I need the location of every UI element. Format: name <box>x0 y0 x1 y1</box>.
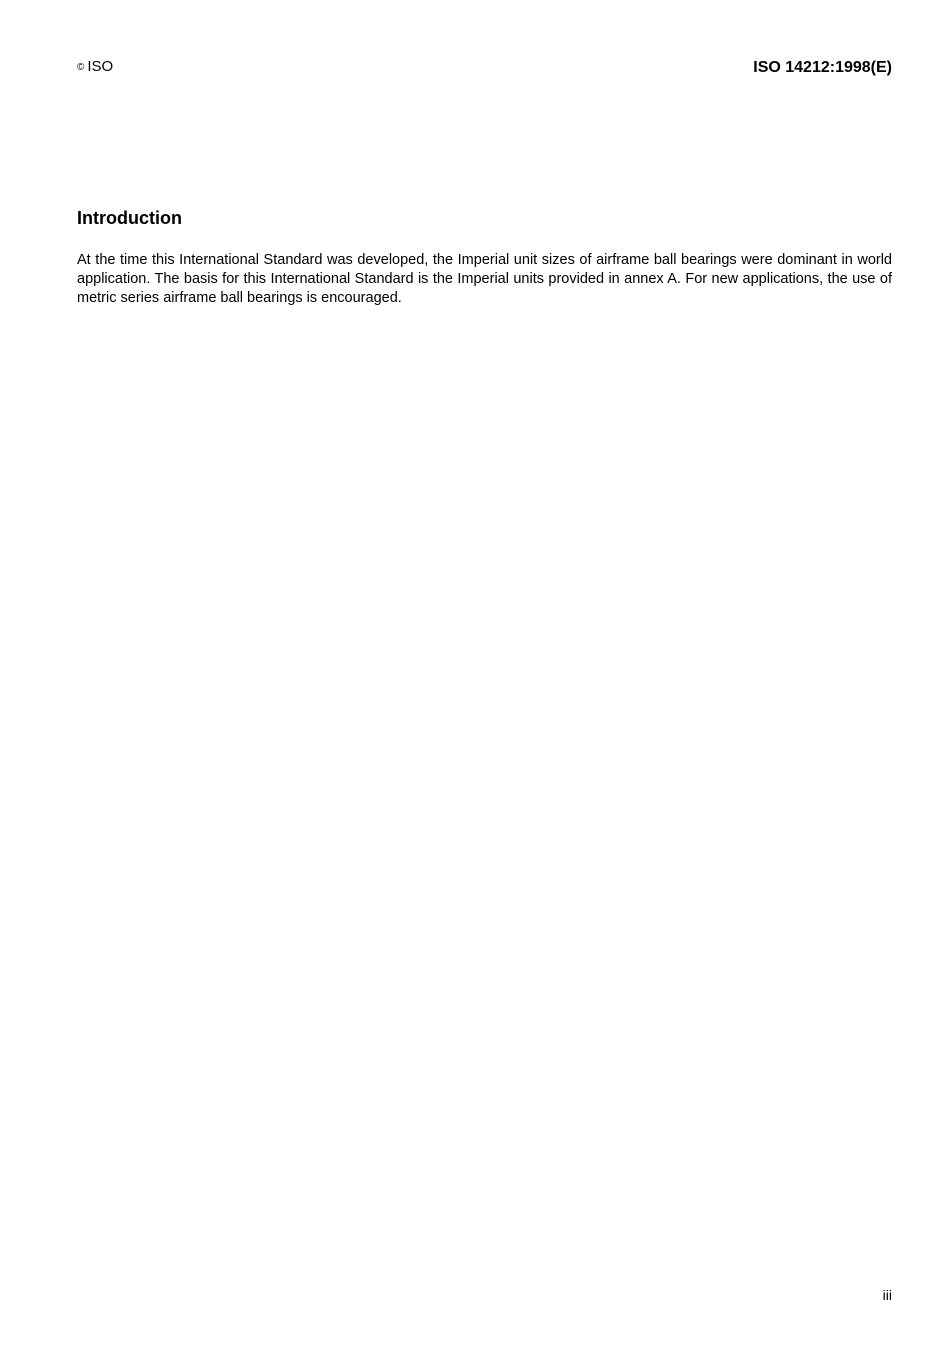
introduction-paragraph: At the time this International Standard was developed, the Imperial unit sizes of airframe ball bearings were dominant in world application. The basis for this International Standard is the Imperial units provided in annex A. For new applications, the use of metric series airframe ball bearings is encouraged. <box>77 252 892 306</box>
section-title: Introduction <box>77 208 182 228</box>
copyright-organization: ISO <box>87 58 114 75</box>
document-identifier: ISO 14212:1998(E) <box>753 59 892 76</box>
copyright-symbol: © <box>77 62 85 73</box>
copyright-notice <box>77 58 113 75</box>
page-number: iii <box>882 1287 892 1303</box>
